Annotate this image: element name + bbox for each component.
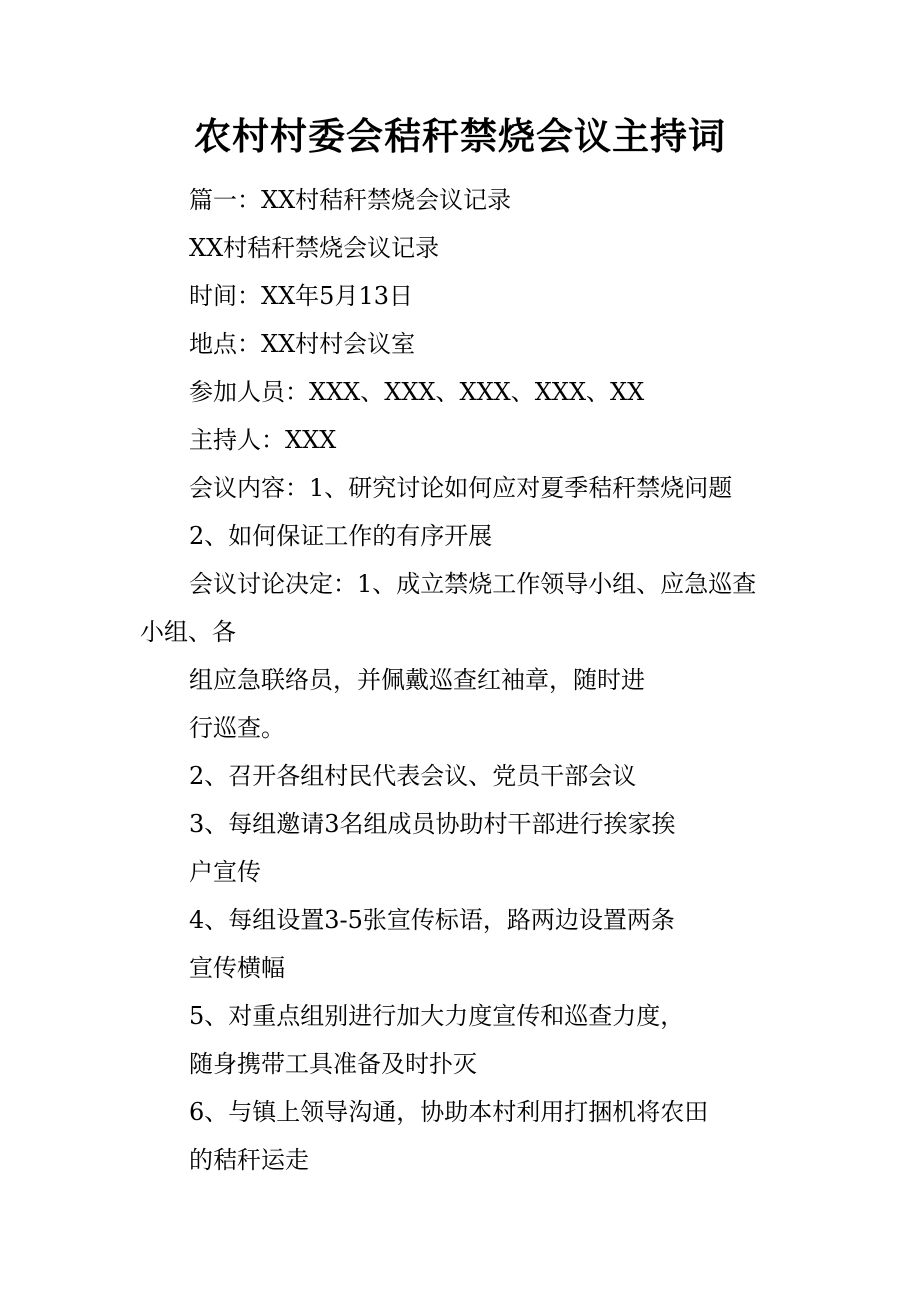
decision-item-2: 2、召开各组村民代表会议、党员干部会议	[189, 762, 637, 790]
meeting-host: 主持人：XXX	[189, 426, 337, 454]
decision-item-5-cont: 随身携带工具准备及时扑灭	[189, 1050, 477, 1078]
record-title: XX村秸秆禁烧会议记录	[189, 234, 440, 262]
decision-item-1-cont: 行巡查。	[189, 714, 285, 742]
decision-item-3: 3、每组邀请3名组成员协助村干部进行挨家挨	[189, 810, 676, 838]
document-title: 农村村委会秸秆禁烧会议主持词	[194, 114, 726, 158]
decision-item-4-cont: 宣传横幅	[189, 954, 285, 982]
decision-item-1-cont: 小组、各	[140, 618, 236, 646]
decision-item-4: 4、每组设置3-5张宣传标语，路两边设置两条	[189, 906, 675, 934]
meeting-attendees: 参加人员：XXX、XXX、XXX、XXX、XX	[189, 378, 645, 406]
meeting-location: 地点：XX村村会议室	[189, 330, 416, 358]
decision-item-1: 会议讨论决定：1、成立禁烧工作领导小组、应急巡查	[189, 570, 757, 598]
decision-item-1-cont: 组应急联络员，并佩戴巡查红袖章，随时进	[189, 666, 645, 694]
decision-item-5: 5、对重点组别进行加大力度宣传和巡查力度，	[189, 1002, 685, 1030]
decision-item-6-cont: 的秸秆运走	[189, 1146, 309, 1174]
meeting-time: 时间：XX年5月13日	[189, 282, 413, 310]
meeting-content-item-1: 会议内容：1、研究讨论如何应对夏季秸秆禁烧问题	[189, 474, 733, 502]
decision-item-3-cont: 户宣传	[189, 858, 261, 886]
decision-item-6: 6、与镇上领导沟通，协助本村利用打捆机将农田	[189, 1098, 709, 1126]
section-heading: 篇一：XX村秸秆禁烧会议记录	[189, 186, 512, 214]
meeting-content-item-2: 2、如何保证工作的有序开展	[189, 522, 493, 550]
